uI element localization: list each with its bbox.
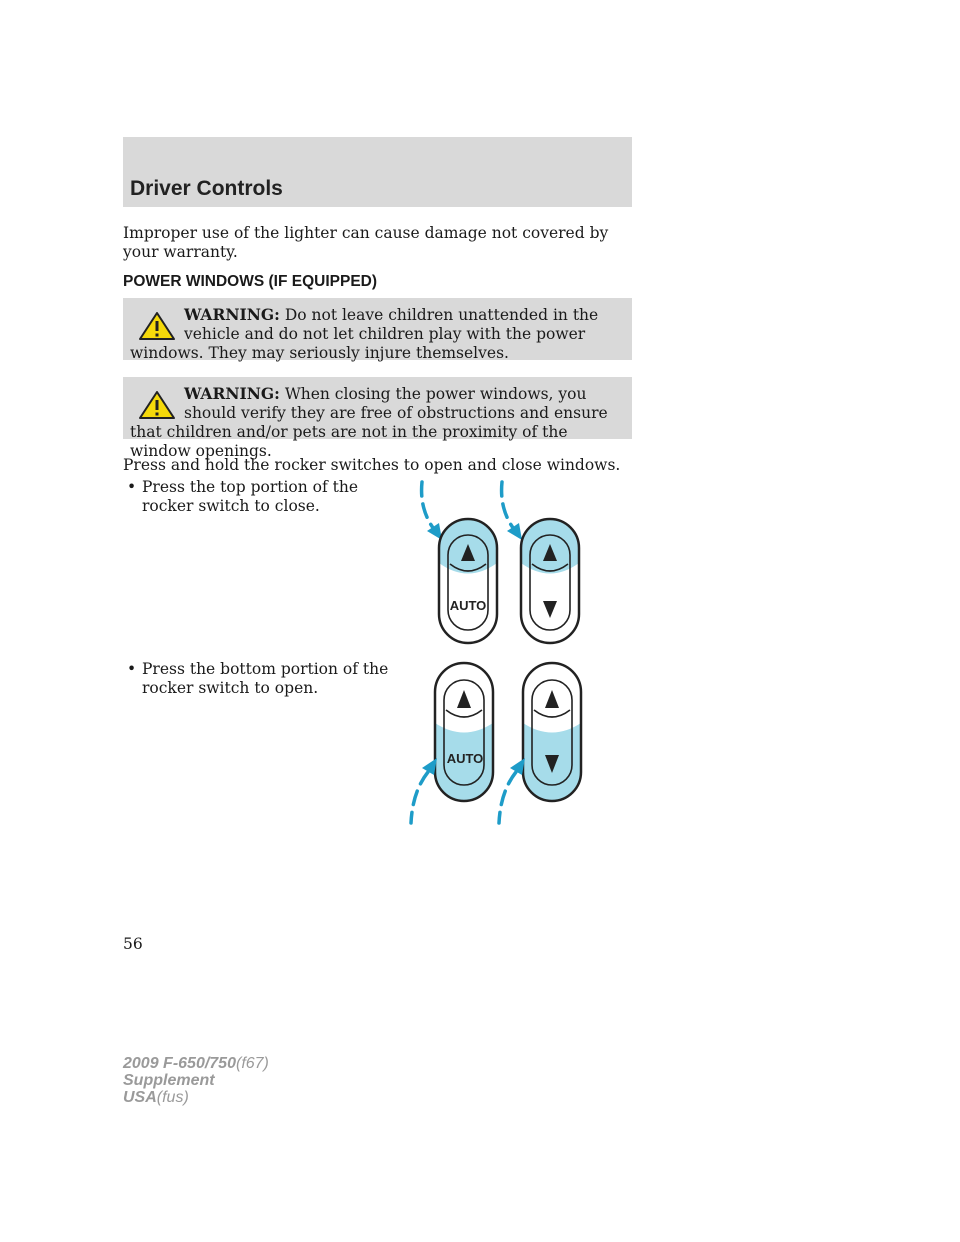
- section-header-band: [123, 137, 632, 207]
- down-triangle-icon: [543, 601, 557, 618]
- standard-rocker-switch: [521, 519, 579, 643]
- auto-label: AUTO: [449, 598, 487, 613]
- footer-model-code: (f67): [235, 1055, 269, 1072]
- footer-doc-type: Supplement: [123, 1072, 215, 1089]
- footer-region: USA: [123, 1089, 157, 1106]
- bullet-close: [123, 478, 393, 516]
- footer-model: 2009 F-650/750: [123, 1055, 236, 1072]
- footer: [123, 1055, 269, 1106]
- bullet-marker: •: [127, 478, 137, 496]
- section-heading: POWER WINDOWS (IF EQUIPPED): [123, 273, 378, 290]
- warning-text: Do not leave children unattended in the vehicle and do not let children play with the power windows. They may seriously injure themselves.: [130, 306, 599, 362]
- warning-text: When closing the power windows, you should verify they are free of obstructions and ensure that children and/or pets are not in the proximity of the window openings.: [130, 385, 608, 460]
- rocker-switch-open-diagram: [395, 658, 595, 830]
- warning-triangle-icon: [138, 311, 176, 341]
- intro-paragraph: Improper use of the lighter can cause damage not covered by your warranty.: [123, 224, 609, 261]
- warning-label: WARNING:: [184, 384, 280, 403]
- auto-rocker-switch: [435, 663, 493, 801]
- auto-rocker-switch: [439, 519, 497, 643]
- warning-triangle-icon: [138, 390, 176, 420]
- section-title: Driver Controls: [130, 177, 283, 200]
- warning-label: WARNING:: [184, 305, 280, 324]
- rocker-switch-close-diagram: [395, 476, 595, 648]
- warning-box-1: [123, 298, 632, 360]
- standard-rocker-switch: [523, 663, 581, 801]
- warning-box-2: [123, 377, 632, 460]
- bullet-marker: •: [127, 660, 137, 678]
- up-triangle-icon: [545, 690, 559, 708]
- bullet-text: Press the bottom portion of the rocker switch to open.: [142, 660, 389, 697]
- footer-region-code: (fus): [156, 1089, 189, 1106]
- instruction-paragraph: Press and hold the rocker switches to open and close windows.: [123, 456, 621, 474]
- up-triangle-icon: [457, 690, 471, 708]
- bullet-text: Press the top portion of the rocker switch to close.: [142, 478, 359, 515]
- bullet-open: [123, 660, 393, 698]
- auto-label: AUTO: [446, 751, 484, 766]
- page-number: 56: [123, 935, 143, 953]
